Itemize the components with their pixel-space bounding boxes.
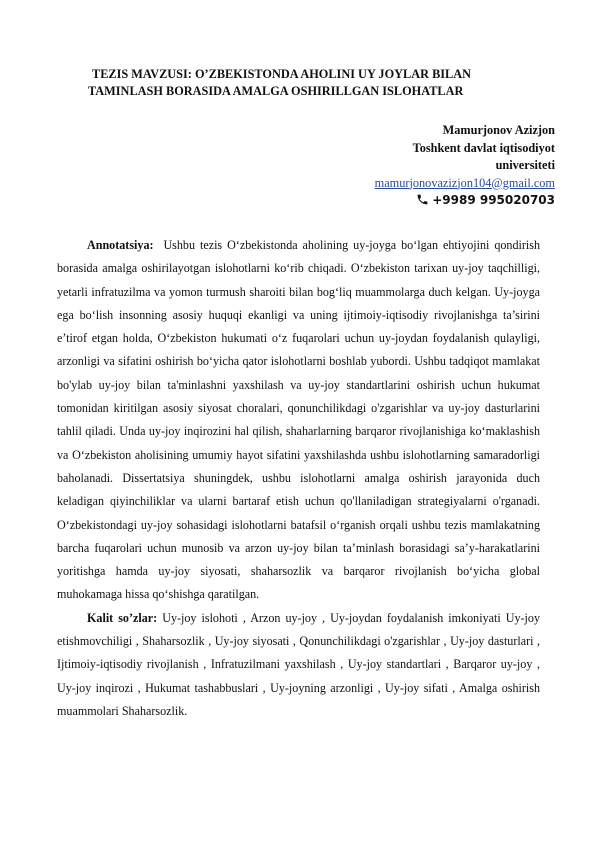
body-text: [57, 234, 540, 723]
author-email-link[interactable]: mamurjonovazizjon104@gmail.com: [374, 175, 555, 190]
title-line-1: TEZIS MAVZUSI: O’ZBEKISTONDA AHOLINI UY JOYLAR BILAN: [92, 67, 472, 81]
phone-icon: [416, 193, 429, 206]
author-phone: [255, 192, 555, 210]
author-affiliation-line-2: universiteti: [495, 158, 555, 172]
keywords-text: Uy-joy islohoti , Arzon uy-joy , Uy-joydan foydalanish imkoniyati Uy-joy etishmovchiligi , Shaharsozlik , Uy-joy siyosati , Qonunchilikdagi o'zgarishlar , Uy-joy dasturlari , Ijtimoiy-iqtisodiy rivojlanish , Infratuzilmani yaxshilash , Uy-joy standartlari , Barqaror uy-joy , Uy-joy inqirozi , Hukumat tashabbuslari , Uy-joyning arzonligi , Uy-joy sifati , Amalga oshirish muammolari Shaharsozlik.: [57, 610, 540, 718]
keywords-label: Kalit so’zlar:: [87, 610, 158, 625]
abstract-text: Ushbu tezis O‘zbekistonda aholining uy-joyga bo‘lgan ehtiyojini qondirish borasida amalga oshirilayotgan islohotlarni ko‘rib chiqadi. O‘zbekiston tarixan uy-joy taqchilligi, yetarli infratuzilma va yomon turmush sharoiti bilan bog‘liq muammolarga duch kelgan. Uy-joyga ega bo‘lish insonning asosiy huquqi ekanligi va uning ijtimoiy-iqtisodiy rivojlanishga ta’sirini e’tirof etgan holda, O‘zbekiston hukumati o‘z fuqarolari uchun uy-joydan foydalanish qulayligi, arzonligi va sifatini oshirish bo‘yicha qator islohotlarni boshlab yubordi. Ushbu tadqiqot mamlakat bo'ylab uy-joy bilan ta'minlashni yaxshilash va uy-joy standartlarini oshirish uchun hukumat tomonidan kiritilgan asosiy siyosat choralari, qonunchilikdagi o'zgarishlar va uy-joy dasturlarini tahlil qiladi. Unda uy-joy inqirozini hal qilish, shaharlarning barqaror rivojlanishiga ko‘maklashish va O‘zbekiston aholisining umumiy hayot sifatini yaxshilashda ushbu islohotlarning samaradorligi baholanadi. Dissertatsiya shuningdek, ushbu islohotlarni amalga oshirish jarayonida duch keladigan qiyinchiliklar va ularni bartaraf etish uchun qo'llaniladigan strategiyalarni o'rganadi. O‘zbekistondagi uy-joy sohasidagi islohotlarni batafsil o‘rganish orqali ushbu tezis mamlakatning barcha fuqarolari uchun munosib va arzon uy-joy bilan ta’minlash borasidagi sa’y-harakatlarini yoritishga hamda uy-joy siyosati, shaharsozlik va barqaror rivojlanish bo‘yicha global muhokamaga hissa qo‘shishga qaratilgan.: [57, 238, 541, 602]
author-name: Mamurjonov Azizjon: [442, 123, 555, 137]
thesis-title: [60, 66, 536, 100]
author-block: [255, 122, 555, 210]
phone-number: +9989 995020703: [432, 193, 555, 207]
keywords-paragraph: [57, 607, 540, 723]
author-affiliation-line-1: Toshkent davlat iqtisodiyot: [412, 140, 555, 155]
title-line-2: TAMINLASH BORASIDA AMALGA OSHIRILLGAN ISLOHATLAR: [88, 84, 464, 98]
abstract-paragraph: [57, 234, 540, 607]
abstract-label: Annotatsiya:: [87, 238, 154, 252]
